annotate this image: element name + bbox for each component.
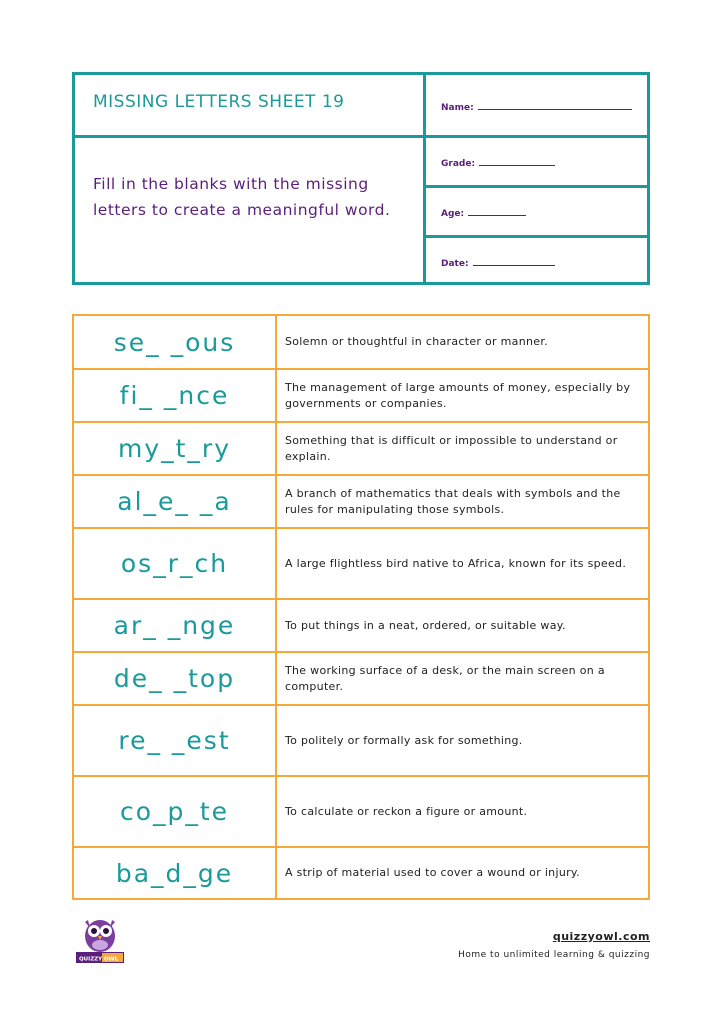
table-row	[74, 846, 648, 898]
grade-field[interactable]	[441, 157, 555, 169]
word-definition: Solemn or thoughtful in character or manner.	[285, 335, 548, 348]
word-definition: Something that is difficult or impossible to understand or explain.	[285, 433, 618, 463]
table-row	[74, 527, 648, 598]
header-divider	[423, 135, 647, 138]
svg-text:OWL: OWL	[104, 956, 119, 963]
word-definition: A strip of material used to cover a wound or injury.	[285, 866, 580, 879]
name-label: Name:	[441, 103, 474, 113]
worksheet-title: MISSING LETTERS SHEET 19	[93, 92, 345, 112]
word-definition: A branch of mathematics that deals with symbols and the rules for manipulating those symbols.	[285, 486, 621, 516]
age-label: Age:	[441, 209, 465, 219]
table-row	[74, 421, 648, 474]
age-line[interactable]	[468, 207, 526, 216]
missing-letter-word: se_ _ous	[74, 316, 277, 368]
missing-letter-word: ar_ _nge	[74, 600, 277, 651]
word-definition: To politely or formally ask for something.	[285, 733, 523, 747]
missing-letter-word: al_e_ _a	[74, 476, 277, 527]
table-row	[74, 704, 648, 775]
tagline: Home to unlimited learning & quizzing	[458, 950, 650, 960]
missing-letter-word: ba_d_ge	[74, 848, 277, 898]
age-field[interactable]	[441, 207, 526, 219]
word-table	[72, 314, 650, 900]
table-row	[74, 651, 648, 704]
missing-letter-word: fi_ _nce	[74, 370, 277, 421]
table-row	[74, 316, 648, 368]
missing-letter-word: re_ _est	[74, 706, 277, 775]
word-definition: A large flightless bird native to Africa, known for its speed.	[285, 556, 627, 570]
svg-text:QUIZZY: QUIZZY	[79, 956, 103, 963]
word-definition: To put things in a neat, ordered, or suitable way.	[285, 618, 566, 632]
table-row	[74, 368, 648, 421]
name-line[interactable]	[478, 101, 632, 110]
table-row	[74, 598, 648, 651]
missing-letter-word: de_ _top	[74, 653, 277, 704]
table-row	[74, 474, 648, 527]
site-link[interactable]: quizzyowl.com	[552, 930, 650, 943]
instructions: Fill in the blanks with the missing letters to create a meaningful word.	[93, 175, 391, 219]
date-label: Date:	[441, 259, 469, 269]
date-field[interactable]	[441, 257, 555, 269]
header-divider	[423, 75, 426, 282]
header-divider	[423, 185, 647, 188]
word-definition: The management of large amounts of money, especially by governments or companies.	[285, 380, 631, 410]
word-definition: To calculate or reckon a figure or amount.	[285, 804, 528, 818]
word-definition: The working surface of a desk, or the main screen on a computer.	[285, 663, 605, 693]
date-line[interactable]	[473, 257, 555, 266]
grade-label: Grade:	[441, 159, 476, 169]
header-divider	[75, 135, 423, 138]
table-row	[74, 775, 648, 846]
name-field[interactable]	[441, 101, 632, 113]
missing-letter-word: co_p_te	[74, 777, 277, 846]
quizzy-owl-logo	[76, 912, 124, 964]
worksheet-header	[72, 72, 650, 285]
header-divider	[423, 235, 647, 238]
grade-line[interactable]	[479, 157, 555, 166]
missing-letter-word: my_t_ry	[74, 423, 277, 474]
missing-letter-word: os_r_ch	[74, 529, 277, 598]
